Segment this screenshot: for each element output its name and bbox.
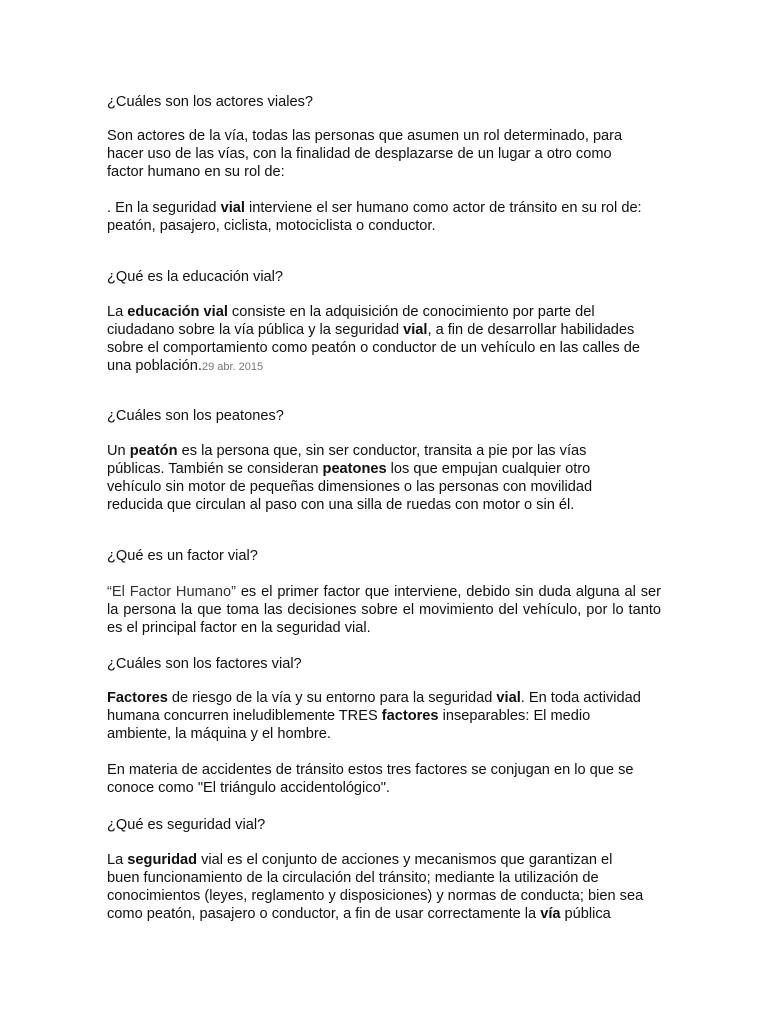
question-peatones: ¿Cuáles son los peatones? bbox=[107, 408, 284, 424]
quoted-term: “El Factor Humano” bbox=[107, 584, 236, 600]
paragraph-actores-definition: Son actores de la vía, todas las personas que asumen un rol determinado, para hacer uso de las vías, con la finalidad de desplazarse de un lugar a otro como factor humano en su rol de: bbox=[107, 128, 623, 180]
paragraph-seguridad-vial-roles bbox=[107, 199, 667, 235]
text-run: de riesgo de la vía y su entorno para la seguridad bbox=[167, 690, 497, 706]
paragraph-educacion-vial bbox=[107, 303, 667, 376]
paragraph-triangulo-accidentologico: En materia de accidentes de tránsito estos tres factores se conjugan en lo que se conoce como "El triángulo accidentológico". bbox=[107, 762, 634, 796]
question-actores-viales: ¿Cuáles son los actores viales? bbox=[107, 94, 314, 110]
text-run: vial es el conjunto de acciones y mecanismos que garantizan el buen funcionamiento de la circulación del tránsito; mediante la utilización de conocimientos (leyes, reglamento y disposiciones) y normas de conducta; bien sea como peatón, pasajero o conductor, a fin de usar correctamente la bbox=[107, 852, 644, 922]
bold-term: peatón bbox=[129, 443, 178, 459]
bold-term: peatones bbox=[322, 461, 387, 477]
paragraph-factor-humano bbox=[107, 583, 661, 637]
text-run: es el primer factor que interviene, debido sin duda alguna al ser la persona la que toma las decisiones sobre el movimiento del vehículo, por lo tanto es el principal factor en la seguridad vial. bbox=[107, 584, 662, 636]
bold-term: vía bbox=[540, 906, 561, 922]
text-run: Un bbox=[107, 443, 130, 459]
bold-term: seguridad bbox=[127, 852, 198, 868]
bold-term: factores bbox=[381, 708, 439, 724]
text-run: . En la seguridad bbox=[107, 200, 221, 216]
bold-term: Factores bbox=[107, 690, 168, 706]
bold-term: vial bbox=[496, 690, 521, 706]
paragraph-seguridad-vial bbox=[107, 851, 667, 923]
text-run: , a fin de desarrollar habilidades sobre el comportamiento como peatón o conductor de un vehículo en las calles de una población. bbox=[107, 322, 640, 374]
question-seguridad-vial: ¿Qué es seguridad vial? bbox=[107, 817, 266, 833]
text-run: La bbox=[107, 852, 128, 868]
text-run: inseparables: El medio ambiente, la máquina y el hombre. bbox=[107, 708, 591, 742]
paragraph-factores-riesgo bbox=[107, 689, 667, 743]
text-run: . En toda actividad humana concurren ineludiblemente TRES bbox=[107, 690, 641, 724]
question-factor-vial: ¿Qué es un factor vial? bbox=[107, 548, 258, 564]
bold-term: educación vial bbox=[127, 304, 228, 320]
text-run: interviene el ser humano como actor de tránsito en su rol de: peatón, pasajero, ciclista, motociclista o conductor. bbox=[107, 200, 642, 234]
bold-term: vial bbox=[403, 322, 428, 338]
question-educacion-vial: ¿Qué es la educación vial? bbox=[107, 269, 284, 285]
paragraph-peatones bbox=[107, 442, 667, 514]
date-stamp: 29 abr. 2015 bbox=[201, 361, 264, 373]
bold-term: vial bbox=[220, 200, 245, 216]
question-factores-vial: ¿Cuáles son los factores vial? bbox=[107, 656, 302, 672]
text-run: La bbox=[107, 304, 128, 320]
text-run: consiste en la adquisición de conocimiento por parte del ciudadano sobre la vía pública y la seguridad bbox=[107, 304, 595, 338]
text-run: es la persona que, sin ser conductor, transita a pie por las vías públicas. También se consideran bbox=[107, 443, 587, 477]
text-run: pública bbox=[560, 906, 611, 922]
text-run: los que empujan cualquier otro vehículo sin motor de pequeñas dimensiones o las personas con movilidad reducida que circulan al paso con una silla de ruedas con motor o sin él. bbox=[107, 461, 593, 513]
